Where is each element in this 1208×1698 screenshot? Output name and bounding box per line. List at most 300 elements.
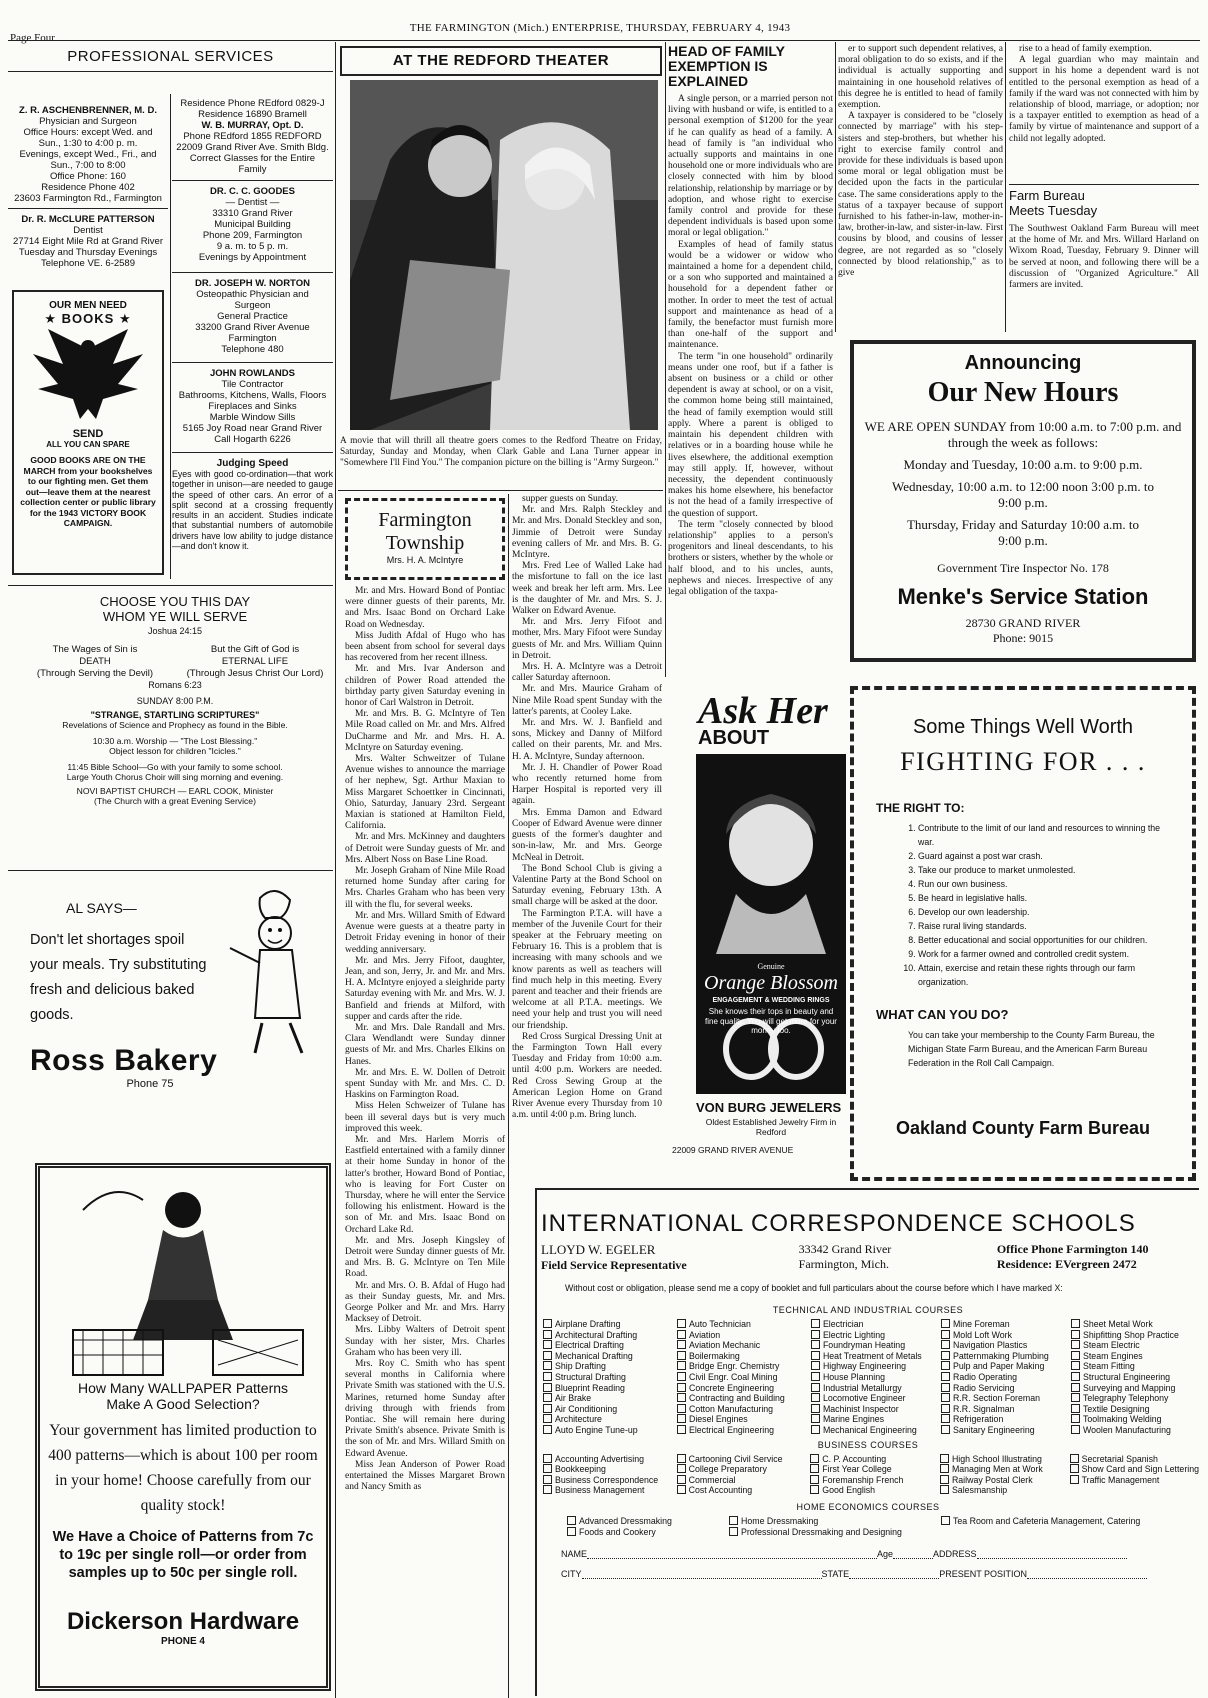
head-of-family-col3-1: A legal guardian who may maintain and support in his home a dependent ward is not entitled to the personal exemption as head of a family if the ward was not connected with him by relationship of blood, marriage, or adoption; nor is a taxpayer entitled to exemption as head of a family by virtue of maintenance and support of a child not legally adopted. bbox=[1009, 55, 1199, 144]
card-goodes bbox=[172, 186, 333, 263]
professional-right-cards-2-lines-0: DR. JOSEPH W. NORTON bbox=[195, 278, 310, 289]
professional-left-cards-0-lines-7: Residence Phone 402 bbox=[41, 182, 135, 193]
ics-tech-cols-0-7: Air Brake bbox=[555, 1393, 592, 1404]
baker-cartoon-icon bbox=[220, 888, 330, 1058]
township-col2-10: The Farmington P.T.A. will have a member of the Juvenile Court for their speaker at the February meeting on February 16. This is a problem that is increasing with many schools and we know parents as well as teachers will find much help in this meeting. Every parent and teacher and their friends are welcome at all P.T.A. meetings. We need your help and trust you will need our friendship. bbox=[512, 908, 662, 1031]
ics-tech-cols-0-6: Blueprint Reading bbox=[555, 1382, 625, 1393]
professional-left-cards-0-lines-3: Sun., 1:30 to 4:00 p. m. bbox=[38, 138, 138, 149]
head-of-family-col2-0: er to support such dependent relatives, a moral obligation to do so exists, and if the individual is actually supporting and maintaining in one household relatives of this degree he is entitled to head of family exemption. bbox=[838, 44, 1003, 111]
ics-tech-cols-2-7: Locomotive Engineer bbox=[822, 1393, 906, 1404]
professional-right-cards-2-lines-3: General Practice bbox=[217, 311, 288, 322]
ics-addr1: 33342 Grand River bbox=[798, 1242, 892, 1256]
ics-tech-cols-2-8: Machinist Inspector bbox=[822, 1403, 899, 1414]
township-col1-13: Mr. and Mrs. Joseph Kingsley of Detroit were Sunday dinner guests of Mr. and Mrs. B. G. McIntyre on Ten Mile Road. bbox=[345, 1235, 505, 1280]
page-number: Page Four bbox=[10, 32, 55, 44]
township-col2-1: Mr. and Mrs. Ralph Steckley and Mr. and Mrs. Donald Steckley and son, Jimmie of Detroit were Sunday evening callers of Mr. and Mrs. B. G. McIntyre. bbox=[512, 505, 662, 561]
ics-tech-cols-0-0: Airplane Drafting bbox=[555, 1319, 621, 1329]
ics-tech-cols-3-7: R.R. Section Foreman bbox=[952, 1393, 1040, 1404]
professional-left-cards-0-lines-5: Sun., 7:00 to 8:00 bbox=[50, 160, 126, 171]
ics-tech-cols-2-5: House Planning bbox=[822, 1371, 886, 1382]
ics-home-column-2 bbox=[729, 1516, 939, 1537]
menke-service-ad bbox=[850, 340, 1196, 662]
ics-tech-cols-0-10: Auto Engine Tune-up bbox=[555, 1424, 638, 1435]
ics-tech-cols-2-9: Marine Engines bbox=[822, 1414, 885, 1425]
ics-name-field[interactable] bbox=[587, 1558, 877, 1559]
township-title1: Farmington bbox=[378, 509, 472, 531]
ics-tech-cols-4-9: Toolmaking Welding bbox=[1083, 1414, 1162, 1425]
township-col2-0: supper guests on Sunday. bbox=[522, 494, 618, 504]
ics-city-field[interactable] bbox=[582, 1578, 822, 1579]
ics-rep: LLOYD W. EGELER bbox=[541, 1242, 656, 1257]
jewelers-genuine: Genuine bbox=[757, 962, 785, 971]
head-of-family-col2-1: A taxpayer is considered to be "closely connected by marriage" with his step-sisters and step-brothers, but whether his right to exercise family control and provide for these individuals is based upon some moral or legal obligation must be decided upon the facts in the particular case. The same considerations apply to the status of a taxpayer because of support furnished to his father-in-law, mother-in-law, brother-in-law, and sister-in-law. First cousins by blood, and cousins of lesser degree, are not regarded as so "closely connected by blood relationship," as to give bbox=[838, 111, 1003, 279]
head-of-family-col3-0: rise to a head of family exemption. bbox=[1019, 44, 1152, 54]
professional-right-cards-1-lines-3: Municipal Building bbox=[214, 219, 291, 230]
jewelers-about: ABOUT bbox=[698, 727, 770, 749]
township-col1-14: Mr. and Mrs. O. B. Afdal of Hugo had as their Sunday guests, Mr. and Mrs. George Polker and Mr. and Mrs. Harry Macksey of Detroit. bbox=[345, 1280, 505, 1325]
jewelers-sub: Oldest Established Jewelry Firm in Redford bbox=[705, 1117, 837, 1137]
ics-bus-cols-4-2: Traffic Management bbox=[1081, 1474, 1160, 1485]
fighting-name: Oakland County Farm Bureau bbox=[895, 1118, 1151, 1138]
card-murray bbox=[172, 98, 333, 175]
farm-bureau-title1: Farm Bureau bbox=[1009, 188, 1085, 203]
ics-home-cols-0-0: Advanced Dressmaking bbox=[579, 1515, 672, 1526]
menke-headline: Our New Hours bbox=[927, 377, 1119, 408]
professional-right-cards-3-lines-1: Tile Contractor bbox=[221, 379, 284, 390]
fighting-items-2: 3. Take our produce to market unmolested. bbox=[918, 863, 1174, 877]
ics-tech-cols-2-3: Heat Treatment of Metals bbox=[822, 1350, 922, 1361]
ics-tech-cols-4-1: Shipfitting Shop Practice bbox=[1083, 1329, 1179, 1340]
ics-tech-cols-0-5: Structural Drafting bbox=[555, 1371, 626, 1382]
church-left2: DEATH bbox=[79, 656, 111, 667]
ics-business-column-2 bbox=[677, 1454, 809, 1496]
ics-tech-cols-3-4: Pulp and Paper Making bbox=[952, 1361, 1045, 1372]
farm-bureau-title2: Meets Tuesday bbox=[1009, 203, 1098, 218]
ics-city-label: CITY bbox=[561, 1569, 582, 1580]
jewelers-name: VON BURG JEWELERS bbox=[696, 1100, 842, 1115]
ics-home-column-1 bbox=[567, 1516, 727, 1537]
township-col2-5: Mr. and Mrs. Maurice Graham of Nine Mile Road spent Sunday with the latter's parents, at Cooley Lake. bbox=[512, 684, 662, 717]
eagle-icon bbox=[18, 329, 158, 424]
ics-home-cols-2-0: Tea Room and Cafeteria Management, Catering bbox=[953, 1515, 1141, 1526]
menke-phone: Phone: 9015 bbox=[992, 631, 1054, 645]
professional-left-cards-1-lines-4: Telephone VE. 6-2589 bbox=[40, 258, 136, 269]
theater-title-box bbox=[340, 46, 662, 76]
ics-tech-column-5 bbox=[1071, 1319, 1199, 1436]
ics-bus-cols-2-3: Good English bbox=[822, 1485, 876, 1496]
novi-baptist-church bbox=[20, 594, 330, 806]
head-of-family-paras-0: A single person, or a married person not living with husband or wife, is entitled to a personal exemption of $1200 for the year if he can qualify as head of a family. A head of family is "an individual who actually supports and maintains in one household one or more individuals who are closely connected with him by blood relationship, relationship by marriage or by adoption, and whose right to exercise family control and provide for these dependent individuals is based upon some moral or legal obligation." bbox=[668, 94, 833, 239]
township-title2: Township bbox=[385, 532, 465, 554]
church-right2: ETERNAL LIFE bbox=[221, 656, 289, 667]
professional-right-cards-1-lines-5: 9 a. m. to 5 p. m. bbox=[216, 241, 289, 252]
township-col1-8: Mr. and Mrs. Jerry Fifoot, daughter, Jean, and son, Jerry, Jr. and Mr. and Mrs. H. A. McIntyre enjoyed a sleighride party Saturday evening with Mr. and Mrs. W. J. Banfield and friends at Milford, with supper and cards after the ride. bbox=[345, 955, 505, 1022]
professional-right-cards-1-lines-6: Evenings by Appointment bbox=[198, 252, 307, 263]
ics-bus-cols-0-3: Business Management bbox=[555, 1485, 645, 1496]
ics-tech-cols-0-3: Mechanical Drafting bbox=[555, 1350, 633, 1361]
ics-tech-cols-3-2: Navigation Plastics bbox=[952, 1340, 1028, 1351]
ics-business-column-3 bbox=[810, 1454, 938, 1496]
ics-tech-cols-1-6: Concrete Engineering bbox=[688, 1382, 775, 1393]
ics-tech-cols-1-1: Aviation bbox=[688, 1329, 721, 1340]
ics-phone1: Office Phone Farmington 140 bbox=[996, 1242, 1149, 1256]
dickerson-body: Your government has limited production to 400 patterns—which is about 100 per room in your home! Choose carefully from our quality stock! bbox=[48, 1422, 318, 1514]
ics-rep-title: Field Service Representative bbox=[541, 1258, 687, 1272]
professional-left-cards-1-lines-0: Dr. R. McCLURE PATTERSON bbox=[21, 214, 155, 225]
church-sermon: "STRANGE, STARTLING SCRIPTURES" bbox=[90, 710, 260, 720]
township-col2-2: Mrs. Fred Lee of Walled Lake had the misfortune to fall on the ice last week and break her left arm. Mrs. Lee is the daughter of Mr. and Mrs. S. J. Walker on Edward Avenue. bbox=[512, 561, 662, 617]
ics-bus-cols-3-3: Salesmanship bbox=[951, 1485, 1008, 1496]
ics-age-label: Age bbox=[877, 1549, 894, 1560]
ics-tech-cols-3-6: Radio Servicing bbox=[952, 1382, 1015, 1393]
ross-bakery-ad bbox=[30, 888, 330, 1138]
ics-state-label: STATE bbox=[821, 1569, 850, 1580]
professional-left-cards-0-lines-6: Office Phone: 160 bbox=[50, 171, 126, 182]
township-col1-10: Mr. and Mrs. E. W. Dollen of Detroit spent Sunday with Mr. and Mrs. C. D. Haskins on Farmington Road. bbox=[345, 1067, 505, 1101]
ics-tech-column-3 bbox=[811, 1319, 939, 1436]
ics-tech-cols-1-5: Civil Engr. Coal Mining bbox=[688, 1371, 778, 1382]
ics-position-label: PRESENT POSITION bbox=[939, 1569, 1028, 1580]
township-col1-15: Mrs. Libby Walters of Detroit spent Sunday with her sister, Mrs. Charles Graham who has been very ill. bbox=[345, 1325, 505, 1358]
ics-phone2: Residence: EVergreen 2472 bbox=[996, 1257, 1137, 1271]
ics-home-column-3 bbox=[941, 1516, 1161, 1537]
fighting-items-9: 10. Attain, exercise and retain these rights through our farm organization. bbox=[918, 961, 1174, 989]
hof-column-2 bbox=[838, 44, 1003, 329]
ics-instr: Without cost or obligation, please send me a copy of booklet and full particulars about the course before which I have marked X: bbox=[565, 1283, 1063, 1293]
professional-right-cards-2-lines-1: Osteopathic Physician and bbox=[196, 289, 309, 300]
ics-form-row-1 bbox=[561, 1549, 1199, 1559]
menke-line4: Thursday, Friday and Saturday 10:00 a.m. to 9:00 p.m. bbox=[906, 517, 1140, 548]
church-tag: (The Church with a great Evening Service) bbox=[94, 796, 256, 806]
professional-right-cards-1-lines-0: DR. C. C. GOODES bbox=[210, 186, 295, 197]
judging-speed-title: Judging Speed bbox=[216, 458, 289, 469]
township-col1-5: Mr. and Mrs. McKinney and daughters of Detroit were Sunday guests of Mr. and Mrs. Albert Noss on Base Line Road. bbox=[345, 832, 505, 865]
township-col1-12: Mr. and Mrs. Harlem Morris of Eastfield entertained with a family dinner at their home Sunday in honor of the latter's brother, Howard Bond of Pontiac, who is leaving for Fort Custer on Thursday, where he will enter the Service following his enlistment. Howard is the son of Mr. and Mrs. Isaac Bond on Orchard Lake Rd. bbox=[345, 1134, 505, 1235]
menke-line2: Monday and Tuesday, 10:00 a.m. to 9:00 p.m. bbox=[903, 457, 1143, 472]
township-col2-8: Mrs. Emma Damon and Edward Cooper of Edward Avenue were dinner guests of the former's daughter and son-in-law, Mr. and Mrs. George McNeal in Detroit. bbox=[512, 807, 662, 863]
ics-bus-cols-3-2: Railway Postal Clerk bbox=[951, 1474, 1033, 1485]
dickerson-q1: How Many WALLPAPER Patterns bbox=[77, 1380, 289, 1396]
wallpaper-illustration-icon bbox=[43, 1170, 323, 1380]
ics-tech-cols-2-0: Electrician bbox=[822, 1319, 864, 1329]
ics-tech-cols-2-6: Industrial Metallurgy bbox=[822, 1382, 902, 1393]
theater-title: AT THE REDFORD THEATER bbox=[392, 52, 610, 69]
church-title1: CHOOSE YOU THIS DAY bbox=[99, 594, 251, 609]
ics-name-label: NAME bbox=[561, 1549, 588, 1560]
head-of-family-paras-2: The term "in one household" ordinarily means under one roof, but if a father is absent on business or a child or other dependent is away at school, or on a visit, the common home being still maintained, the head of family exemption would still apply. Where a parent is obliged to maintain his dependent children with relatives or in a boarding house while he lives elsewhere, the additional exemption may still apply. If, however, without necessity, the dependent continuously makes his home elsewhere, his benefactor is not the head of a family irrespective of the question of support. bbox=[668, 351, 833, 519]
dickerson-q2: Make A Good Selection? bbox=[106, 1396, 260, 1412]
church-right1: But the Gift of God is bbox=[210, 644, 300, 655]
church-romans: Romans 6:23 bbox=[148, 680, 202, 690]
fighting-items-8: 9. Work for a farmer owned and controlled credit system. bbox=[918, 947, 1174, 961]
hof-column-3 bbox=[1009, 44, 1199, 184]
ics-tech-cols-0-9: Architecture bbox=[555, 1414, 602, 1425]
township-header bbox=[345, 498, 505, 580]
dickerson-phone: PHONE 4 bbox=[161, 1636, 205, 1647]
theater-caption: A movie that will thrill all theatre goers comes to the Redford Theatre on Friday, Saturday, Sunday and Monday, when Clark Gable and Lana Turner appear in "Somewhere I'll Find You." The companion picture on the billing is "Army Surgeon." bbox=[340, 436, 662, 468]
township-col1-2: Mr. and Mrs. Ivar Anderson and children of Power Road attended the birthday party given Saturday evening in honor of Carl Walstron in Detroit. bbox=[345, 664, 505, 709]
professional-right-cards-2-lines-4: 33200 Grand River Avenue bbox=[195, 322, 310, 333]
ics-tech-cols-2-2: Foundryman Heating bbox=[822, 1340, 906, 1351]
farm-bureau-fighting-ad bbox=[850, 686, 1196, 1181]
ics-bus-cols-2-1: First Year College bbox=[822, 1464, 892, 1475]
professional-left-cards-0-lines-2: Office Hours: except Wed. and bbox=[23, 127, 153, 138]
menke-inspector: Government Tire Inspector No. 178 bbox=[937, 561, 1109, 575]
professional-right-cards-0-lines-4: 22009 Grand River Ave. Smith Bldg. bbox=[176, 142, 329, 153]
township-col2-4: Mrs. H. A. McIntyre was a Detroit caller Saturday afternoon. bbox=[512, 662, 662, 684]
ross-says: AL SAYS— bbox=[66, 900, 137, 916]
professional-right-cards-0-lines-3: Phone REdford 1855 REDFORD bbox=[183, 131, 322, 142]
ics-business-column-1 bbox=[543, 1454, 675, 1496]
ics-tech-cols-3-3: Patternmaking Plumbing bbox=[952, 1350, 1049, 1361]
ics-tech-cols-1-9: Diesel Engines bbox=[688, 1414, 748, 1425]
professional-right-cards-0-lines-1: Residence 16890 Bramell bbox=[198, 109, 307, 120]
menke-address: 28730 GRAND RIVER bbox=[965, 616, 1081, 630]
fighting-items-5: 6. Develop our own leadership. bbox=[918, 905, 1174, 919]
ics-business-column-4 bbox=[940, 1454, 1068, 1496]
ics-tech-cols-4-3: Steam Engines bbox=[1083, 1350, 1143, 1361]
menke-name: Menke's Service Station bbox=[897, 584, 1149, 609]
ics-tech-column-2 bbox=[677, 1319, 809, 1436]
professional-left-cards-0-lines-1: Physician and Surgeon bbox=[39, 116, 137, 127]
fighting-title1: Some Things Well Worth bbox=[912, 716, 1134, 738]
ics-bus-cols-0-0: Accounting Advertising bbox=[555, 1453, 644, 1464]
professional-right-cards-3-lines-5: 5165 Joy Road near Grand River bbox=[182, 423, 323, 434]
ics-bus-cols-2-2: Foremanship French bbox=[822, 1474, 904, 1485]
ics-tech-cols-4-4: Steam Fitting bbox=[1083, 1361, 1135, 1372]
head-of-family-paras-1: Examples of head of family status would be a widower or widow who maintained a home for a dependent child, or a son who supported and maintained a household for a dependent father or mother. In order to meet the test of actual support and maintenance as head of a family, the benefactor must furnish more than one-half of the support and maintenance. bbox=[668, 239, 833, 351]
menke-announcing: Announcing bbox=[964, 352, 1082, 374]
ics-home-head: HOME ECONOMICS COURSES bbox=[796, 1501, 940, 1512]
professional-left-cards-1-lines-3: Tuesday and Thursday Evenings bbox=[18, 247, 158, 258]
fighting-items-6: 7. Raise rural living standards. bbox=[918, 919, 1174, 933]
professional-right-cards-0-lines-2: W. B. MURRAY, Opt. D. bbox=[201, 120, 304, 131]
professional-right-cards-3-lines-2: Bathrooms, Kitchens, Walls, Floors bbox=[178, 390, 327, 401]
professional-right-cards-1-lines-1: — Dentist — bbox=[225, 197, 280, 208]
ics-bus-cols-1-3: Cost Accounting bbox=[688, 1485, 753, 1496]
ics-tech-cols-3-10: Sanitary Engineering bbox=[952, 1424, 1035, 1435]
ics-tech-cols-2-1: Electric Lighting bbox=[822, 1329, 886, 1340]
ics-bus-head: BUSINESS COURSES bbox=[817, 1439, 919, 1450]
church-revelations: Revelations of Science and Prophecy as found in the Bible. bbox=[62, 720, 288, 730]
township-col1-1: Miss Judith Afdal of Hugo who has been absent from school for several days has recovered from her recent illness. bbox=[345, 630, 505, 664]
church-worship: 10:30 a.m. Worship — "The Lost Blessing." bbox=[92, 736, 258, 746]
ics-bus-cols-0-2: Business Correspondence bbox=[555, 1474, 659, 1485]
ics-tech-cols-1-4: Bridge Engr. Chemistry bbox=[688, 1361, 780, 1372]
ics-tech-cols-1-3: Boilermaking bbox=[688, 1350, 740, 1361]
victory-book-ad bbox=[12, 290, 164, 575]
ics-state-field[interactable] bbox=[849, 1578, 939, 1579]
ics-age-field[interactable] bbox=[893, 1558, 933, 1559]
card-aschenbrenner bbox=[8, 105, 168, 204]
ics-tech-cols-4-10: Woolen Manufacturing bbox=[1083, 1424, 1171, 1435]
dickerson-hardware-ad bbox=[35, 1163, 331, 1691]
ics-tech-cols-3-8: R.R. Signalman bbox=[952, 1403, 1015, 1414]
professional-left-cards-1-lines-1: Dentist bbox=[73, 225, 103, 236]
church-left3: (Through Serving the Devil) bbox=[36, 668, 154, 679]
ics-home-cols-1-1: Professional Dressmaking and Designing bbox=[741, 1526, 902, 1537]
professional-left-cards-1-lines-2: 27714 Eight Mile Rd at Grand River bbox=[13, 236, 163, 247]
church-right3: (Through Jesus Christ Our Lord) bbox=[186, 668, 324, 679]
professional-right-cards-3-lines-0: JOHN ROWLANDS bbox=[210, 368, 295, 379]
von-burg-jewelers-ad bbox=[668, 685, 850, 1181]
ics-tech-cols-4-6: Surveying and Mapping bbox=[1083, 1382, 1176, 1393]
church-left1: The Wages of Sin is bbox=[52, 644, 138, 655]
books-ad-top: OUR MEN NEED bbox=[49, 300, 127, 311]
fighting-what-body: You can take your membership to the County Farm Bureau, the Michigan State Farm Bureau, and the American Farm Bureau Federation in the Roll Call Campaign. bbox=[908, 1030, 1155, 1068]
jewelers-tagline: She knows their tops in beauty and fine quality. You will get more for your money too. bbox=[705, 1007, 837, 1035]
church-pastor: NOVI BAPTIST CHURCH — EARL COOK, Minister bbox=[76, 786, 274, 796]
ics-tech-cols-0-2: Electrical Drafting bbox=[555, 1340, 624, 1351]
books-ad-word: ★ BOOKS ★ bbox=[44, 311, 132, 326]
menke-line3: Wednesday, 10:00 a.m. to 12:00 noon 3:00 p.m. to 9:00 p.m. bbox=[891, 479, 1155, 510]
theater-photo bbox=[350, 80, 658, 430]
township-col1-7: Mr. and Mrs. Willard Smith of Edward Avenue were guests at a theatre party in Detroit Friday evening in honor of their wedding anniversary. bbox=[345, 910, 505, 955]
books-ad-spare: ALL YOU CAN SPARE bbox=[46, 440, 130, 449]
ics-tech-cols-3-5: Radio Operating bbox=[952, 1371, 1018, 1382]
ics-address-label: ADDRESS bbox=[933, 1549, 977, 1560]
ics-bus-cols-1-0: Cartooning Civil Service bbox=[688, 1453, 783, 1464]
card-patterson bbox=[8, 214, 168, 269]
hof-title: HEAD OF FAMILY EXEMPTION IS EXPLAINED bbox=[668, 43, 785, 89]
township-col2-11: Red Cross Surgical Dressing Unit at the Farmington Town Hall every Tuesday and Friday from 10:00 a.m. until 4:00 p.m. Workers are needed. Red Cross Sewing Group at the American Legion Home on Grand River Avenue every Thursday from 10 a.m. until 4:00 p.m. Bring lunch. bbox=[512, 1031, 662, 1121]
township-col1-0: Mr. and Mrs. Howard Bond of Pontiac were dinner guests of their parents, Mr. and Mrs. Isaac Bond on Orchard Lake Road on Wednesday. bbox=[345, 586, 505, 630]
ics-tech-cols-2-4: Highway Engineering bbox=[822, 1361, 907, 1372]
ics-tech-cols-4-7: Telegraphy Telephony bbox=[1083, 1393, 1169, 1404]
ics-tech-cols-4-8: Textile Designing bbox=[1083, 1403, 1150, 1414]
church-title2: WHOM YE WILL SERVE bbox=[102, 609, 248, 624]
ics-tech-head: TECHNICAL AND INDUSTRIAL COURSES bbox=[772, 1305, 964, 1315]
ics-tech-cols-0-1: Architectural Drafting bbox=[555, 1329, 638, 1340]
ics-home-cols-1-0: Home Dressmaking bbox=[741, 1515, 819, 1526]
hof-column-1 bbox=[668, 94, 833, 679]
ics-tech-cols-1-0: Auto Technician bbox=[688, 1319, 751, 1329]
judging-speed-body: Eyes with good co-ordination—that work together in unison—are needed to gauge the speed of other cars. An error of a split second at a crossing frequently results in an accident. Studies indicate that substantial numbers of automobile drivers have low ability to judge distance—and don't know it. bbox=[172, 469, 333, 552]
ics-business-column-5 bbox=[1070, 1454, 1199, 1496]
church-school: 11:45 Bible School—Go with your family to some school. bbox=[67, 762, 283, 772]
church-ref: Joshua 24:15 bbox=[147, 626, 203, 636]
books-ad-body: GOOD BOOKS ARE ON THE MARCH from your bookshelves to our fighting men. Get them out—leave them at the nearest collection center or public library for the 1943 VICTORY BOOK CAMPAIGN. bbox=[20, 455, 156, 528]
professional-left-cards-0-lines-8: 23603 Farmington Rd., Farmington bbox=[14, 193, 162, 204]
ics-bus-cols-0-1: Bookkeeping bbox=[555, 1464, 606, 1475]
ics-bus-cols-3-1: Managing Men at Work bbox=[951, 1464, 1043, 1475]
professional-right-cards-0-lines-0: Residence Phone REdford 0829-J bbox=[180, 98, 325, 109]
jewelers-photo bbox=[696, 754, 846, 1094]
ics-addr2: Farmington, Mich. bbox=[798, 1257, 889, 1271]
ics-tech-cols-4-2: Steam Electric bbox=[1083, 1340, 1140, 1351]
masthead: THE FARMINGTON (Mich.) ENTERPRISE, THURSDAY, FEBRUARY 4, 1943 bbox=[409, 22, 791, 34]
ics-form-row-2 bbox=[561, 1569, 1199, 1579]
professional-right-cards-2-lines-2: Surgeon bbox=[234, 300, 271, 311]
head-of-family-paras-3: The term "closely connected by blood relationship" applies to a person's progenitors and lineal descendants, to his brothers or sisters, whether by the whole or half blood, and to his uncles, aunts, nephews and nieces. Irrespective of any legal obligation of the taxpa- bbox=[668, 519, 833, 597]
ics-tech-cols-0-8: Air Conditioning bbox=[555, 1403, 618, 1414]
township-column-1 bbox=[345, 586, 505, 1696]
township-col1-11: Miss Helen Schweizer of Tulane has been ill several days but is very much improved this week. bbox=[345, 1101, 505, 1134]
fighting-right-to: THE RIGHT TO: bbox=[876, 801, 965, 815]
professional-right-cards-0-lines-6: Family bbox=[238, 164, 267, 175]
professional-right-cards-2-lines-5: Farmington bbox=[228, 333, 277, 344]
professional-right-cards-1-lines-2: 33310 Grand River bbox=[212, 208, 293, 219]
ics-bus-cols-4-0: Secretarial Spanish bbox=[1081, 1453, 1158, 1464]
ics-tech-cols-4-0: Sheet Metal Work bbox=[1083, 1319, 1153, 1329]
church-object: Object lesson for children "Icicles." bbox=[109, 746, 241, 756]
ics-ad bbox=[535, 1188, 1199, 1696]
ics-bus-cols-2-0: C. P. Accounting bbox=[822, 1453, 887, 1464]
dickerson-name: Dickerson Hardware bbox=[66, 1608, 300, 1635]
ics-tech-cols-1-7: Contracting and Building bbox=[688, 1393, 785, 1404]
books-ad-send: SEND bbox=[72, 428, 104, 440]
township-byline: Mrs. H. A. McIntyre bbox=[386, 555, 464, 565]
township-col2-9: The Bond School Club is giving a Valentine Party at the Bond School on Saturday evening, February 13th. A small charge will be asked at the door. bbox=[512, 863, 662, 908]
ics-tech-cols-1-8: Cotton Manufacturing bbox=[688, 1403, 774, 1414]
ics-tech-cols-0-4: Ship Drafting bbox=[555, 1361, 606, 1372]
ics-home-cols-0-1: Foods and Cookery bbox=[579, 1526, 656, 1537]
ross-name: Ross Bakery bbox=[30, 1044, 218, 1077]
jewelers-ask: Ask Her bbox=[698, 690, 828, 732]
fighting-items-0: 1. Contribute to the limit of our land and resources to winning the war. bbox=[918, 821, 1174, 849]
township-col1-4: Mrs. Walter Schweitzer of Tulane Avenue wishes to announce the marriage of her nephew, Sgt. Arthur Maxian to Miss Margaret Schoettker in Cincinnati, Ohio, Saturday, January 23rd. Sergeant Maxian is stationed at Hamilton Field, California. bbox=[345, 754, 505, 832]
township-col1-6: Mr. Joseph Graham of Nine Mile Road returned home Sunday after caring for Mrs. Charles Graham who has been very ill with the flu, for several weeks. bbox=[345, 866, 505, 910]
church-sunday: SUNDAY 8:00 P.M. bbox=[136, 696, 214, 706]
fighting-items-4: 5. Be heard in legislative halls. bbox=[918, 891, 1174, 905]
judging-speed bbox=[172, 458, 333, 551]
dickerson-choice: We Have a Choice of Patterns from 7c to 19c per single roll—or order from samples up to 50c per single roll. bbox=[52, 1529, 314, 1581]
ics-title: INTERNATIONAL CORRESPONDENCE SCHOOLS bbox=[541, 1210, 1136, 1237]
township-col2-6: Mr. and Mrs. W. J. Banfield and sons, Mickey and Danny of Milford called on their parents, Mr. and Mrs. H. A. McIntyre, Sunday afternoon. bbox=[512, 718, 662, 762]
ics-tech-cols-2-10: Mechanical Engineering bbox=[822, 1424, 917, 1435]
ics-tech-cols-1-10: Electrical Engineering bbox=[688, 1424, 775, 1435]
ics-tech-cols-1-2: Aviation Mechanic bbox=[688, 1340, 761, 1351]
township-col1-9: Mr. and Mrs. Dale Randall and Mrs. Clara Wendlandt were Sunday dinner guests of Mr. and Mrs. Charles Elkins on Hanes. bbox=[345, 1022, 505, 1067]
ics-bus-cols-3-0: High School Illustrating bbox=[951, 1453, 1042, 1464]
ics-tech-cols-3-0: Mine Foreman bbox=[952, 1319, 1010, 1329]
professional-right-cards-1-lines-4: Phone 209, Farmington bbox=[202, 230, 303, 241]
jewelers-rings: ENGAGEMENT & WEDDING RINGS bbox=[712, 997, 830, 1004]
ics-tech-cols-3-1: Mold Loft Work bbox=[952, 1329, 1012, 1340]
ics-tech-cols-4-5: Structural Engineering bbox=[1083, 1371, 1171, 1382]
ics-tech-column-1 bbox=[543, 1319, 675, 1436]
jewelers-brand: Orange Blossom bbox=[704, 972, 838, 994]
ics-tech-column-4 bbox=[941, 1319, 1069, 1436]
professional-right-cards-0-lines-5: Correct Glasses for the Entire bbox=[189, 153, 316, 164]
ross-phone: Phone 75 bbox=[126, 1078, 174, 1090]
farm-bureau-meeting bbox=[1009, 188, 1199, 291]
ics-position-field[interactable] bbox=[1027, 1578, 1147, 1579]
fighting-what: WHAT CAN YOU DO? bbox=[876, 1007, 1009, 1022]
fighting-items-1: 2. Guard against a post war crash. bbox=[918, 849, 1174, 863]
ics-bus-cols-1-2: Commercial bbox=[688, 1474, 736, 1485]
ics-address-field[interactable] bbox=[977, 1558, 1127, 1559]
ross-body: Don't let shortages spoil your meals. Try substituting fresh and delicious baked goods. bbox=[30, 932, 207, 1023]
jewelers-address: 22009 GRAND RIVER AVENUE bbox=[672, 1145, 794, 1155]
church-choir: Large Youth Chorus Choir will sing morning and evening. bbox=[66, 772, 284, 782]
township-column-2 bbox=[512, 494, 662, 1174]
ics-bus-cols-1-1: College Preparatory bbox=[688, 1464, 767, 1475]
township-col2-7: Mr. J. H. Chandler of Power Road who recently returned home from Harper Hospital is reported very ill again. bbox=[512, 762, 662, 807]
fighting-title2: FIGHTING FOR . . . bbox=[900, 747, 1146, 776]
township-col2-3: Mr. and Mrs. Jerry Fifoot and mother, Mrs. Mary Fifoot were Sunday guests of Mr. and Mrs. William Quinn in Detroit. bbox=[512, 617, 662, 661]
professional-services bbox=[8, 48, 333, 72]
card-norton bbox=[172, 278, 333, 355]
professional-right-cards-2-lines-6: Telephone 480 bbox=[221, 344, 284, 355]
fighting-items-3: 4. Run our own business. bbox=[918, 877, 1174, 891]
menke-line1: WE ARE OPEN SUNDAY from 10:00 a.m. to 7:00 p.m. and through the week as follows: bbox=[864, 419, 1182, 450]
township-col1-16: Mrs. Roy C. Smith who has spent several months in California where Private Smith was stationed with the U.S. Marines, returned home Sunday after driving through with friends from Pontiac. She will remain here during Private Smith's absence. Private Smith is the son of Mr. and Mrs. Willard Smith on Edward Avenue. bbox=[345, 1359, 505, 1459]
township-col1-17: Miss Jean Anderson of Power Road entertained the Misses Margaret Brown and Nancy Smith as bbox=[345, 1459, 505, 1493]
township-col1-3: Mr. and Mrs. B. G. McIntyre of Ten Mile Road called on Mr. and Mrs. Alfred DuCharme and Mr. and Mrs. H. A. McIntyre on Saturday evening. bbox=[345, 709, 505, 753]
professional-right-cards-3-lines-4: Marble Window Sills bbox=[209, 412, 296, 423]
professional-right-cards-3-lines-6: Call Hogarth 6226 bbox=[214, 434, 291, 445]
